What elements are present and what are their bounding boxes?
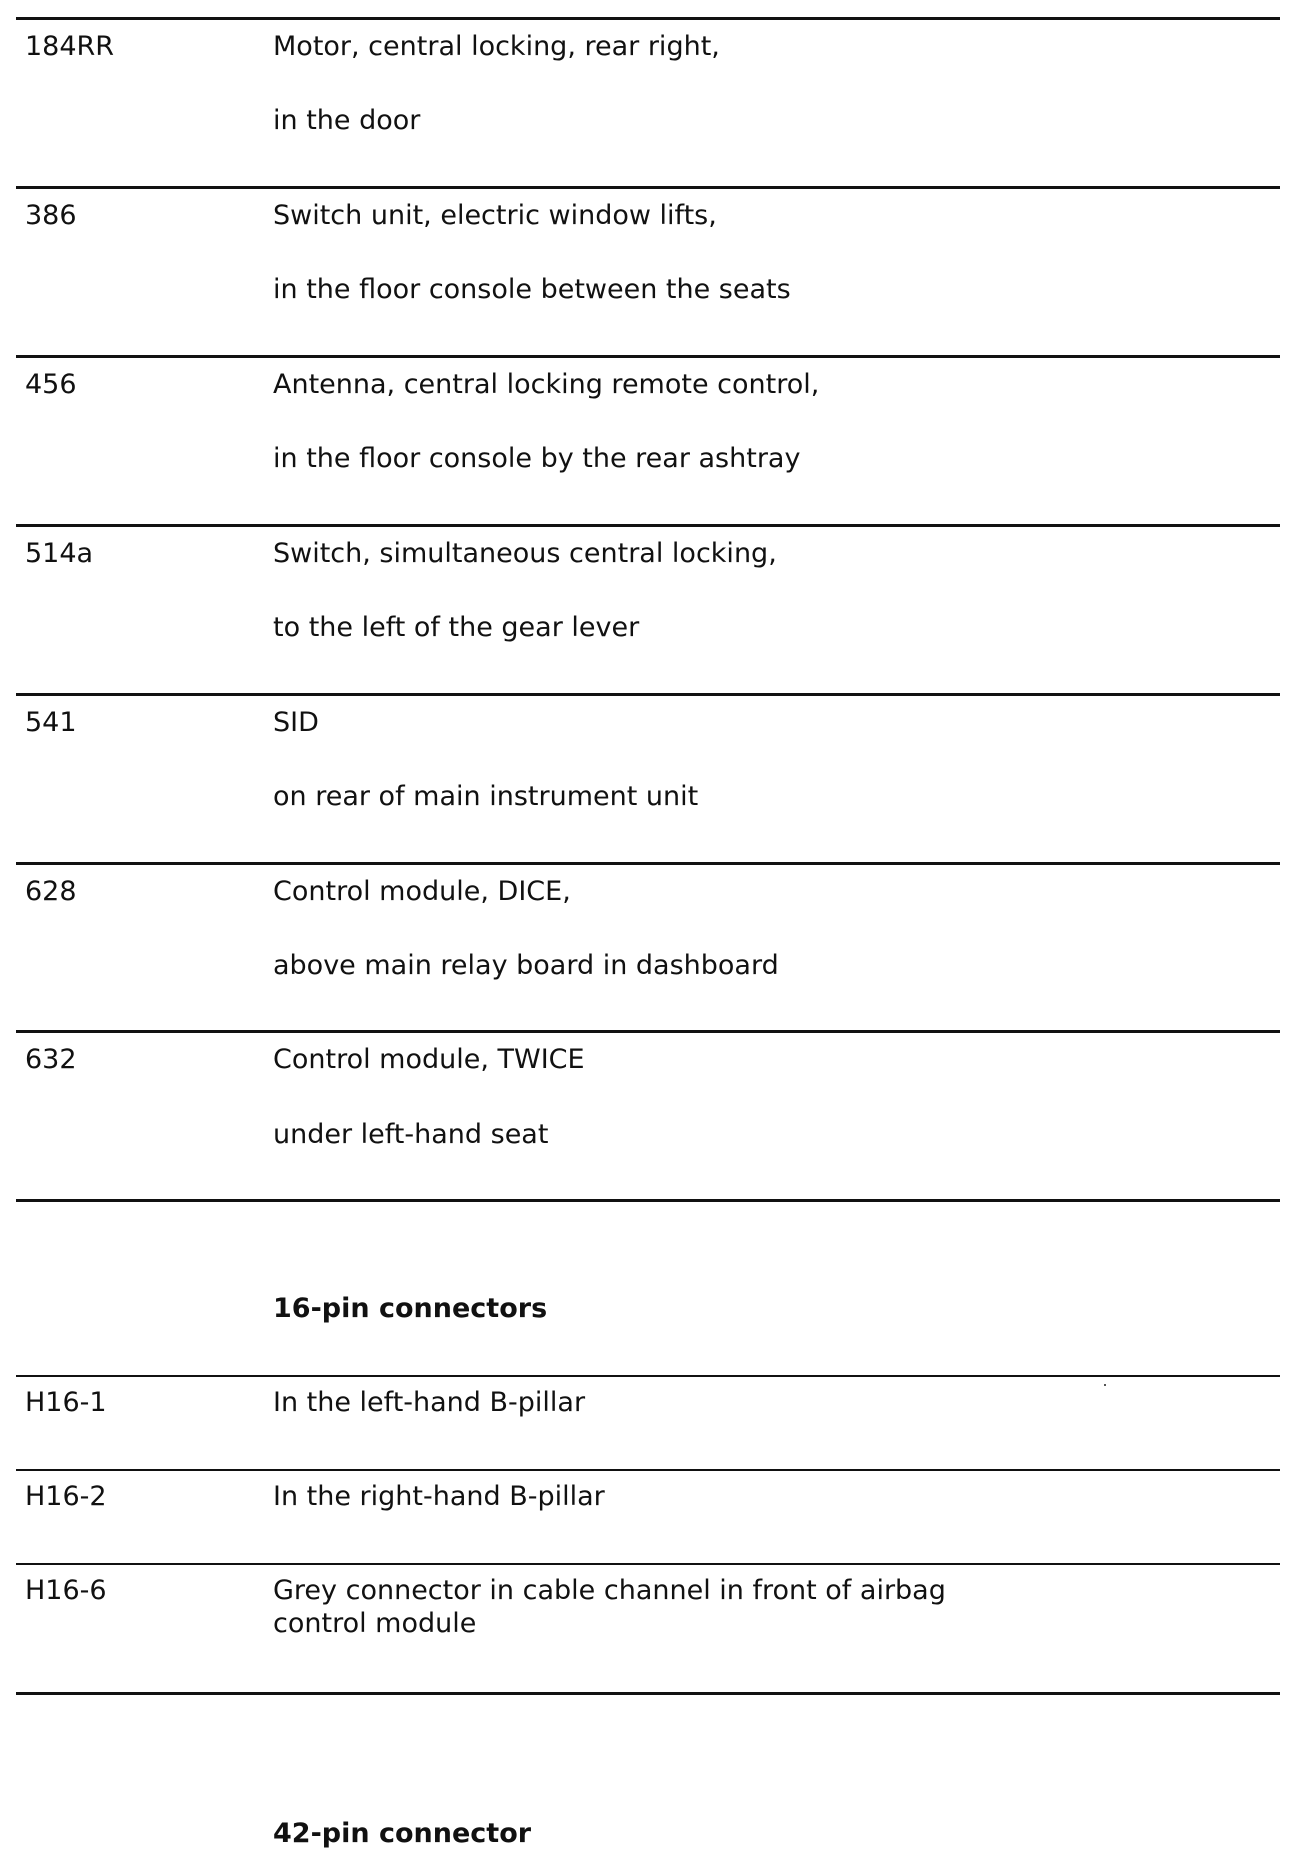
connector-location: In the left-hand B-pillar bbox=[273, 1387, 586, 1418]
component-location: on rear of main instrument unit bbox=[273, 781, 699, 812]
table-rule bbox=[16, 186, 1280, 189]
connector-location: In the right-hand B-pillar bbox=[273, 1481, 605, 1512]
component-location: in the floor console by the rear ashtray bbox=[273, 443, 801, 474]
component-location: in the floor console between the seats bbox=[273, 274, 791, 305]
table-rule bbox=[16, 1199, 1280, 1202]
section-heading-16pin: 16-pin connectors bbox=[273, 1293, 548, 1324]
component-name: Motor, central locking, rear right, bbox=[273, 31, 720, 62]
component-code: 456 bbox=[25, 369, 77, 400]
connector-code: H16-2 bbox=[25, 1481, 107, 1512]
component-code: 632 bbox=[25, 1044, 77, 1075]
table-rule bbox=[16, 693, 1280, 696]
table-rule bbox=[16, 355, 1280, 358]
table-rule bbox=[16, 524, 1280, 527]
component-location: under left-hand seat bbox=[273, 1119, 549, 1150]
component-name: Switch unit, electric window lifts, bbox=[273, 200, 717, 231]
table-rule bbox=[16, 1030, 1280, 1033]
component-code: 386 bbox=[25, 200, 77, 231]
component-code: 541 bbox=[25, 707, 77, 738]
component-code: 514a bbox=[25, 538, 94, 569]
component-code: 184RR bbox=[25, 31, 115, 62]
table-rule bbox=[16, 1375, 1280, 1377]
component-code: 628 bbox=[25, 876, 77, 907]
table-rule bbox=[16, 1692, 1280, 1695]
connector-code: H16-1 bbox=[25, 1387, 107, 1418]
component-name: Control module, DICE, bbox=[273, 876, 571, 907]
table-rule bbox=[16, 1563, 1280, 1565]
component-name: Control module, TWICE bbox=[273, 1044, 585, 1075]
component-location: to the left of the gear lever bbox=[273, 612, 640, 643]
component-location: above main relay board in dashboard bbox=[273, 950, 779, 981]
connector-location: Grey connector in cable channel in front of airbag control module bbox=[273, 1575, 946, 1639]
component-location: in the door bbox=[273, 105, 421, 136]
scan-speck bbox=[1104, 1384, 1106, 1386]
component-name: SID bbox=[273, 707, 319, 738]
table-rule bbox=[16, 862, 1280, 865]
connector-code: H16-6 bbox=[25, 1575, 107, 1606]
section-heading-42pin: 42-pin connector bbox=[273, 1818, 532, 1849]
table-rule bbox=[16, 1469, 1280, 1471]
table-rule bbox=[16, 17, 1280, 20]
component-name: Switch, simultaneous central locking, bbox=[273, 538, 777, 569]
component-name: Antenna, central locking remote control, bbox=[273, 369, 820, 400]
